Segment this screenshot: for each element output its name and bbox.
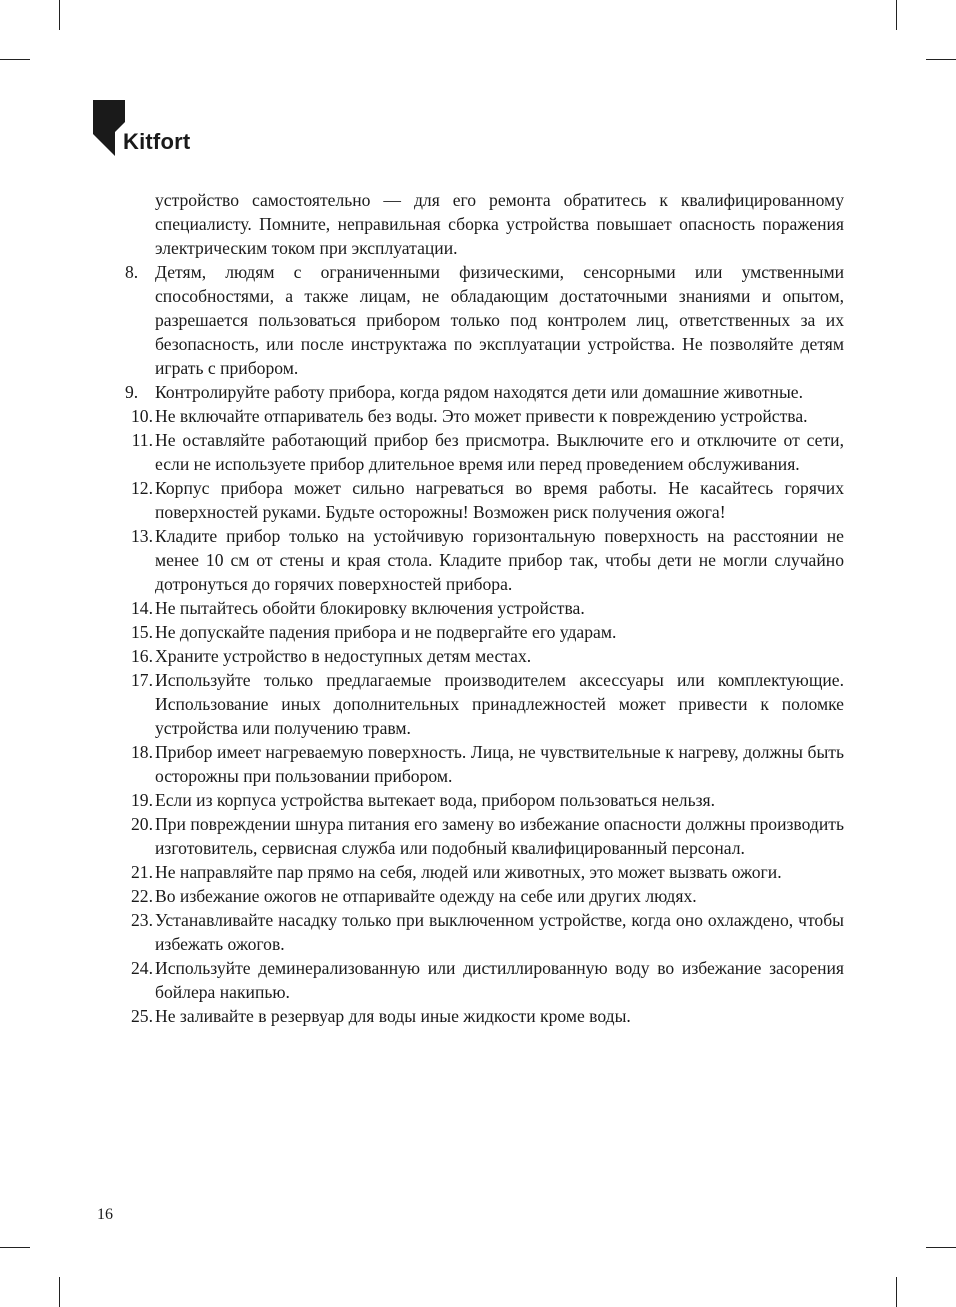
list-item-number: 9. <box>125 382 139 402</box>
list-item <box>124 668 844 740</box>
instructions-text <box>124 188 844 1028</box>
list-item <box>124 1004 844 1028</box>
list-item-text: Не заливайте в резервуар для воды иные жидкости кроме воды. <box>155 1006 631 1026</box>
list-item-number: 23. <box>131 910 153 930</box>
list-item-text: Кладите прибор только на устойчивую горизонтальную поверхность на расстоянии не менее 10 см от стены и края стола. Кладите прибор так, чтобы дети не могли случайно дотронуться до горячих поверхностей прибора. <box>155 526 844 594</box>
list-item <box>124 380 844 404</box>
page-number: 16 <box>97 1206 113 1223</box>
list-item-text: Не пытайтесь обойти блокировку включения устройства. <box>155 598 585 618</box>
list-item <box>124 812 844 860</box>
list-item <box>124 620 844 644</box>
list-item-text: Прибор имеет нагреваемую поверхность. Лица, не чувствительные к нагреву, должны быть осторожны при пользовании прибором. <box>155 742 844 786</box>
list-item <box>124 524 844 596</box>
crop-mark-bottom-left <box>59 1277 60 1307</box>
list-item <box>124 476 844 524</box>
crop-mark-left-top <box>0 59 30 60</box>
list-item <box>124 596 844 620</box>
crop-mark-left-bottom <box>0 1247 30 1248</box>
list-item <box>124 404 844 428</box>
crop-mark-top-left <box>59 0 60 30</box>
crop-mark-right-bottom <box>926 1247 956 1248</box>
kitfort-logo-icon <box>93 100 125 156</box>
list-item-number: 24. <box>131 958 153 978</box>
crop-mark-right-top <box>926 59 956 60</box>
list-item-number: 25. <box>131 1006 153 1026</box>
list-item <box>124 644 844 668</box>
list-item-number: 13. <box>131 526 153 546</box>
list-item <box>124 884 844 908</box>
list-item <box>124 428 844 476</box>
continuation-paragraph: устройство самостоятельно — для его ремонта обратитесь к квалифицированному специалисту. Помните, неправильная сборка устройства повышает опасность поражения электрическим током при эксплуатации. <box>155 190 844 258</box>
list-item-text: Во избежание ожогов не отпаривайте одежду на себе или других людях. <box>155 886 697 906</box>
list-item <box>124 908 844 956</box>
list-item-number: 15. <box>131 622 153 642</box>
list-item-number: 20. <box>131 814 153 834</box>
list-item-number: 21. <box>131 862 153 882</box>
list-item-number: 22. <box>131 886 153 906</box>
list-item-text: Устанавливайте насадку только при выключенном устройстве, когда оно охлаждено, чтобы избежать ожогов. <box>155 910 844 954</box>
list-item-text: Храните устройство в недоступных детям местах. <box>155 646 532 666</box>
list-item-text: Не оставляйте работающий прибор без присмотра. Выключите его и отключите от сети, если не используете прибор длительное время или перед проведением обслуживания. <box>155 430 844 474</box>
list-item-number: 11. <box>131 430 153 450</box>
list-item-number: 8. <box>125 262 139 282</box>
list-item-text: Не включайте отпариватель без воды. Это может привести к повреждению устройства. <box>155 406 808 426</box>
safety-items-list <box>124 260 844 1028</box>
list-item-text: Корпус прибора может сильно нагреваться во время работы. Не касайтесь горячих поверхностей руками. Будьте осторожны! Возможен риск получения ожога! <box>155 478 844 522</box>
crop-mark-bottom-right <box>896 1277 897 1307</box>
list-item-text: Детям, людям с ограниченными физическими, сенсорными или умственными способностями, а также лицам, не обладающим достаточными знаниями и опытом, разрешается пользоваться прибором только под контролем лиц, ответственных за их безопасность, или после инструктажа по эксплуатации устройства. Не позволяйте детям играть с прибором. <box>155 262 844 378</box>
list-item-text: Если из корпуса устройства вытекает вода, прибором пользоваться нельзя. <box>155 790 716 810</box>
list-item-text: Используйте деминерализованную или дистиллированную воду во избежание засорения бойлера накипью. <box>155 958 844 1002</box>
list-item-number: 18. <box>131 742 153 762</box>
list-item <box>124 788 844 812</box>
list-item <box>124 956 844 1004</box>
list-item-text: Контролируйте работу прибора, когда рядом находятся дети или домашние животные. <box>155 382 803 402</box>
brand-logo <box>93 100 213 160</box>
list-item-number: 16. <box>131 646 153 666</box>
crop-mark-top-right <box>896 0 897 30</box>
list-item-text: Не допускайте падения прибора и не подвергайте его ударам. <box>155 622 617 642</box>
list-item-number: 14. <box>131 598 153 618</box>
list-item-number: 17. <box>131 670 153 690</box>
list-item <box>124 860 844 884</box>
list-item-text: При повреждении шнура питания его замену во избежание опасности должны производить изготовитель, сервисная служба или подобный квалифицированный персонал. <box>155 814 844 858</box>
list-item <box>124 260 844 380</box>
brand-name: Kitfort <box>123 129 191 154</box>
list-item-text: Используйте только предлагаемые производителем аксессуары или комплектующие. Использование иных дополнительных принадлежностей может привести к поломке устройства или получению травм. <box>155 670 844 738</box>
list-item <box>124 740 844 788</box>
list-item-number: 10. <box>131 406 153 426</box>
list-item-text: Не направляйте пар прямо на себя, людей или животных, это может вызвать ожоги. <box>155 862 782 882</box>
list-item-number: 12. <box>131 478 153 498</box>
list-item-number: 19. <box>131 790 153 810</box>
